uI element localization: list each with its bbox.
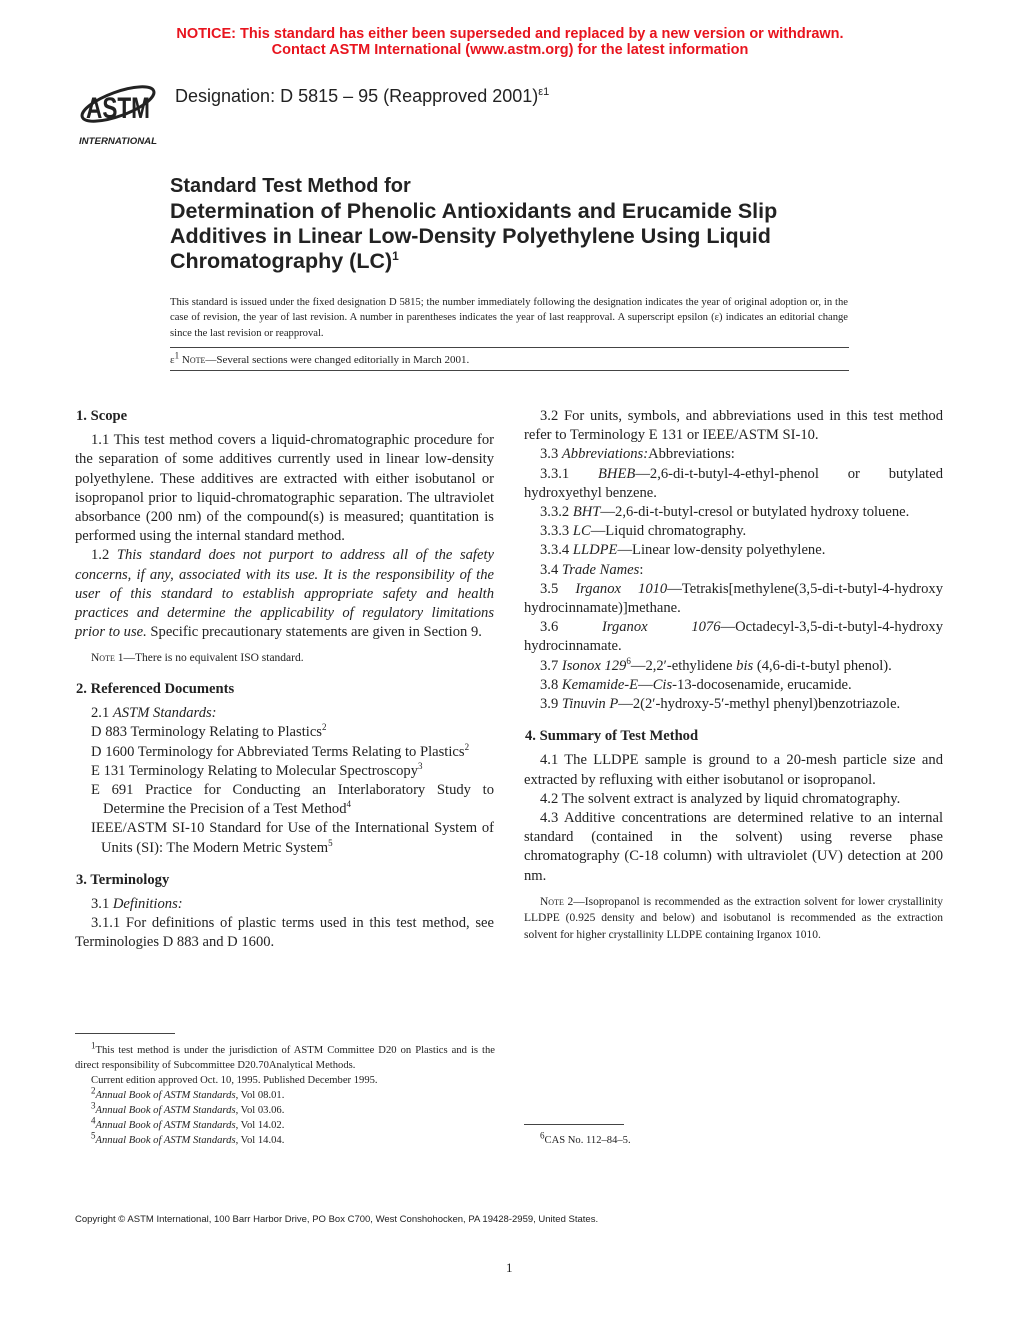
paragraph (524, 407, 943, 445)
text-run: 4.1 The LLDPE sample is ground to a 20-mesh particle size and extracted by refluxing with either isobutanol or isopropanol. (524, 752, 943, 788)
footnote-divider (524, 1124, 624, 1125)
text-run: Abbreviations: (648, 446, 735, 463)
footnote-ref: 4 (346, 799, 351, 810)
footnote (75, 1040, 495, 1073)
text-run: — (638, 676, 653, 693)
text-run: 1.2 (91, 547, 117, 564)
paragraph (75, 895, 494, 914)
designation-epsilon: ε1 (538, 86, 550, 98)
text-run: —Liquid chromatography. (590, 523, 747, 540)
text-run: : (639, 561, 644, 578)
footnote-number: 5 (91, 1130, 96, 1141)
title-line: Additives in Linear Low-Density Polyethylene Using Liquid (170, 224, 771, 248)
text-run: D 883 Terminology Relating to Plastics (91, 724, 322, 741)
paragraph (524, 790, 943, 809)
copyright: Copyright © ASTM International, 100 Barr Harbor Drive, PO Box C700, West Conshohocken, PA 19428-2959, United States. (75, 1214, 599, 1225)
note (75, 650, 494, 667)
note-text: —Several sections were changed editorially in March 2001. (205, 354, 470, 366)
withdrawn-notice (0, 26, 1020, 58)
text-run: 4. Summary of Test Method (525, 728, 699, 745)
footnote (75, 1085, 495, 1103)
text-run: —Tetrakis[methylene(3,5-di-t-butyl-4-hydroxy hydrocinnamate)]methane. (524, 580, 944, 617)
text-run: BHT (572, 504, 601, 521)
text-run: bis (736, 657, 754, 674)
paragraph (524, 809, 943, 886)
text-run: 3.3 (540, 446, 562, 463)
reference-item (75, 762, 494, 781)
footnote-text: , Vol 03.06. (235, 1105, 285, 1116)
footnote-number: 2 (91, 1085, 96, 1096)
designation-text: Designation: D 5815 – 95 (Reapproved 2001) (175, 86, 539, 106)
text-run: 1—There is no equivalent ISO standard. (114, 652, 304, 665)
footnote-ref: 6 (626, 655, 631, 666)
right-column (524, 407, 943, 951)
text-run: 3.6 (540, 619, 602, 636)
footnote-ref: 5 (328, 837, 333, 848)
section-heading (524, 727, 943, 746)
footnote-text: CAS No. 112–84–5. (544, 1135, 631, 1146)
footnotes-left (75, 1040, 495, 1148)
divider (170, 370, 849, 371)
footnote-title: Annual Book of ASTM Standards (95, 1090, 236, 1101)
reference-item (75, 781, 494, 819)
text-run: —Octadecyl-3,5-di-t-butyl-4-hydroxy hydrocinnamate. (524, 619, 944, 655)
text-run: Abbreviations: (561, 446, 649, 463)
paragraph (524, 561, 943, 580)
text-run: 3. Terminology (76, 871, 170, 888)
footnote-divider (75, 1033, 175, 1034)
paragraph (524, 657, 943, 676)
text-run: 2.1 (91, 705, 113, 722)
section-heading (75, 407, 494, 426)
reference-item (75, 819, 494, 857)
text-run: Note (91, 652, 115, 665)
footnote-6 (540, 1130, 631, 1148)
text-run: Irganox 1076 (601, 619, 721, 636)
title-footnote-ref: 1 (392, 248, 399, 263)
text-run: Kemamide-E (561, 676, 639, 693)
paragraph (524, 445, 943, 464)
text-run: Specific precautionary statements are given in Section 9. (146, 624, 482, 641)
footnote-text: This test method is under the jurisdiction of ASTM Committee D20 on Plastics and is the direct responsibility of Subcommittee D20.70Analytical Methods. (75, 1045, 495, 1071)
text-run: LC (572, 523, 591, 540)
text-run: 3.3.1 (540, 465, 599, 482)
text-run: 1. Scope (76, 408, 128, 424)
text-run: Note (540, 895, 564, 908)
text-run: 3.1.1 For definitions of plastic terms used in this test method, see Terminologies D 883 and D 1600. (75, 915, 494, 951)
paragraph (75, 546, 494, 642)
text-run: 2. Referenced Documents (76, 681, 235, 698)
paragraph (524, 618, 943, 656)
svg-text:ASTM: ASTM (86, 92, 150, 125)
text-run: D 1600 Terminology for Abbreviated Terms Relating to Plastics (91, 743, 465, 760)
text-run: 4.3 Additive concentrations are determined relative to an internal standard (contained in the solvent) using reverse phase chromatography (C-18 column) with ultraviolet (UV) detection at 200 nm. (524, 810, 943, 884)
text-run: 3.9 (540, 696, 562, 713)
text-run: —2,2′-ethylidene (630, 657, 737, 674)
footnote-number: 1 (91, 1040, 96, 1051)
footnote-ref: 3 (418, 760, 423, 771)
paragraph (75, 704, 494, 723)
text-run: —2,6-di-t-butyl-4-ethyl-phenol or butylated hydroxyethyl benzene. (524, 465, 944, 501)
divider (170, 347, 849, 348)
footnote (75, 1115, 495, 1133)
paragraph (524, 580, 943, 618)
text-run: —2,6-di-t-butyl-cresol or butylated hydroxy toluene. (600, 504, 910, 521)
text-run: Irganox 1010 (575, 580, 668, 597)
footnote-number: 6 (540, 1130, 545, 1141)
text-run: ASTM Standards: (112, 705, 217, 722)
footnote-title: Annual Book of ASTM Standards (95, 1120, 236, 1131)
title-line: Chromatography (LC) (170, 249, 393, 273)
footnote (75, 1100, 495, 1118)
note-label: Note (181, 354, 206, 366)
footnote (75, 1073, 495, 1088)
text-run: Trade Names (561, 561, 640, 578)
paragraph (524, 503, 943, 522)
text-run: 3.3.3 (540, 523, 573, 540)
footnote-ref: 2 (464, 741, 470, 752)
paragraph (524, 676, 943, 695)
epsilon-sup: 1 (174, 350, 180, 361)
notice-line-2: Contact ASTM International (www.astm.org) for the latest information (271, 42, 749, 58)
paragraph (75, 431, 494, 546)
text-run: Isonox 129 (561, 657, 627, 674)
text-run: Cis (652, 676, 673, 693)
title-line: Determination of Phenolic Antioxidants and Erucamide Slip (170, 199, 778, 223)
footnote-text: , Vol 14.02. (235, 1120, 285, 1131)
text-run: E 691 Practice for Conducting an Interlaboratory Study to Determine the Precision of a Test Method (91, 782, 494, 818)
svg-text:INTERNATIONAL: INTERNATIONAL (79, 136, 157, 146)
text-run: E 131 Terminology Relating to Molecular Spectroscopy (91, 762, 419, 779)
notice-line-1: NOTICE: This standard has either been superseded and replaced by a new version or withdrawn. (176, 26, 844, 42)
title-line: Standard Test Method for (170, 175, 411, 197)
page-number: 1 (506, 1260, 513, 1275)
astm-logo (76, 76, 160, 148)
text-run: 3.4 (540, 561, 562, 578)
text-run: 3.2 For units, symbols, and abbreviations used in this test method refer to Terminology E 131 or IEEE/ASTM SI-10. (524, 408, 943, 444)
text-run: 3.3.4 (540, 542, 573, 559)
footnote (75, 1130, 495, 1148)
note (524, 894, 943, 944)
text-run: —Linear low-density polyethylene. (617, 542, 826, 559)
footnote-ref: 2 (321, 722, 327, 733)
text-run: 3.5 (540, 580, 576, 597)
epsilon-mark: ε (170, 354, 175, 366)
footnote-text: , Vol 08.01. (235, 1090, 285, 1101)
paragraph (524, 522, 943, 541)
text-run: Tinuvin P (561, 696, 619, 713)
section-heading (75, 871, 494, 890)
footnote-title: Annual Book of ASTM Standards (95, 1135, 236, 1146)
text-run: 3.7 (540, 657, 562, 674)
text-run: (4,6-di-t-butyl phenol). (753, 657, 892, 674)
footnote-number: 3 (91, 1100, 96, 1111)
text-run: IEEE/ASTM SI-10 Standard for Use of the International System of Units (SI): The Modern Metric System (91, 820, 494, 856)
text-run: 2—Isopropanol is recommended as the extraction solvent for lower crystallinity LLDPE (0.925 density and below) and isobutanol is recommended as the extraction solvent for higher crystallinity LLDPE containing Irganox 1010. (524, 895, 943, 942)
reference-item (75, 743, 494, 762)
footnote-title: Annual Book of ASTM Standards (95, 1105, 236, 1116)
text-run: 4.2 The solvent extract is analyzed by liquid chromatography. (540, 790, 901, 807)
footnote-number: 4 (91, 1115, 96, 1126)
text-run: 3.3.2 (540, 504, 573, 521)
text-run: -13-docosenamide, erucamide. (672, 676, 852, 693)
text-run: LLDPE (572, 542, 618, 559)
footnote-text: Current edition approved Oct. 10, 1995. Published December 1995. (91, 1075, 378, 1086)
paragraph (524, 541, 943, 560)
footnote-text: , Vol 14.04. (235, 1135, 285, 1146)
text-run: BHEB (598, 465, 636, 482)
section-heading (75, 680, 494, 699)
designation (175, 86, 549, 107)
editorial-note (170, 350, 470, 366)
document-title (170, 174, 777, 274)
text-run: 3.8 (540, 676, 562, 693)
text-run: Definitions: (112, 896, 183, 913)
paragraph (524, 465, 943, 503)
text-run: 3.1 (91, 896, 113, 913)
paragraph (524, 751, 943, 789)
reference-item (75, 723, 494, 742)
paragraph (524, 695, 943, 714)
text-run: —2(2′-hydroxy-5′-methyl phenyl)benzotriazole. (618, 696, 901, 713)
text-run: This standard does not purport to address all of the safety concerns, if any, associated with its use. It is the responsibility of the user of this standard to establish appropriate safety and health practices and determine the applicability of regulatory limitations prior to use. (75, 547, 494, 641)
text-run: 1.1 This test method covers a liquid-chromatographic procedure for the separation of some additives currently used in linear low-density polyethylene. These additives are extracted with either isobutanol or isopropanol prior to liquid-chromatographic separation. The ultraviolet absorbance (200 nm) of the compound(s) is measured; quantitation is performed using the internal standard method. (75, 432, 494, 545)
left-column (75, 407, 494, 953)
issuance-statement: This standard is issued under the fixed designation D 5815; the number immediately following the designation indicates the year of original adoption or, in the case of revision, the year of last revision. A number in parentheses indicates the year of last reapproval. A superscript epsilon (ε) indicates an editorial change since the last revision or reapproval. (170, 297, 848, 339)
paragraph (75, 914, 494, 952)
